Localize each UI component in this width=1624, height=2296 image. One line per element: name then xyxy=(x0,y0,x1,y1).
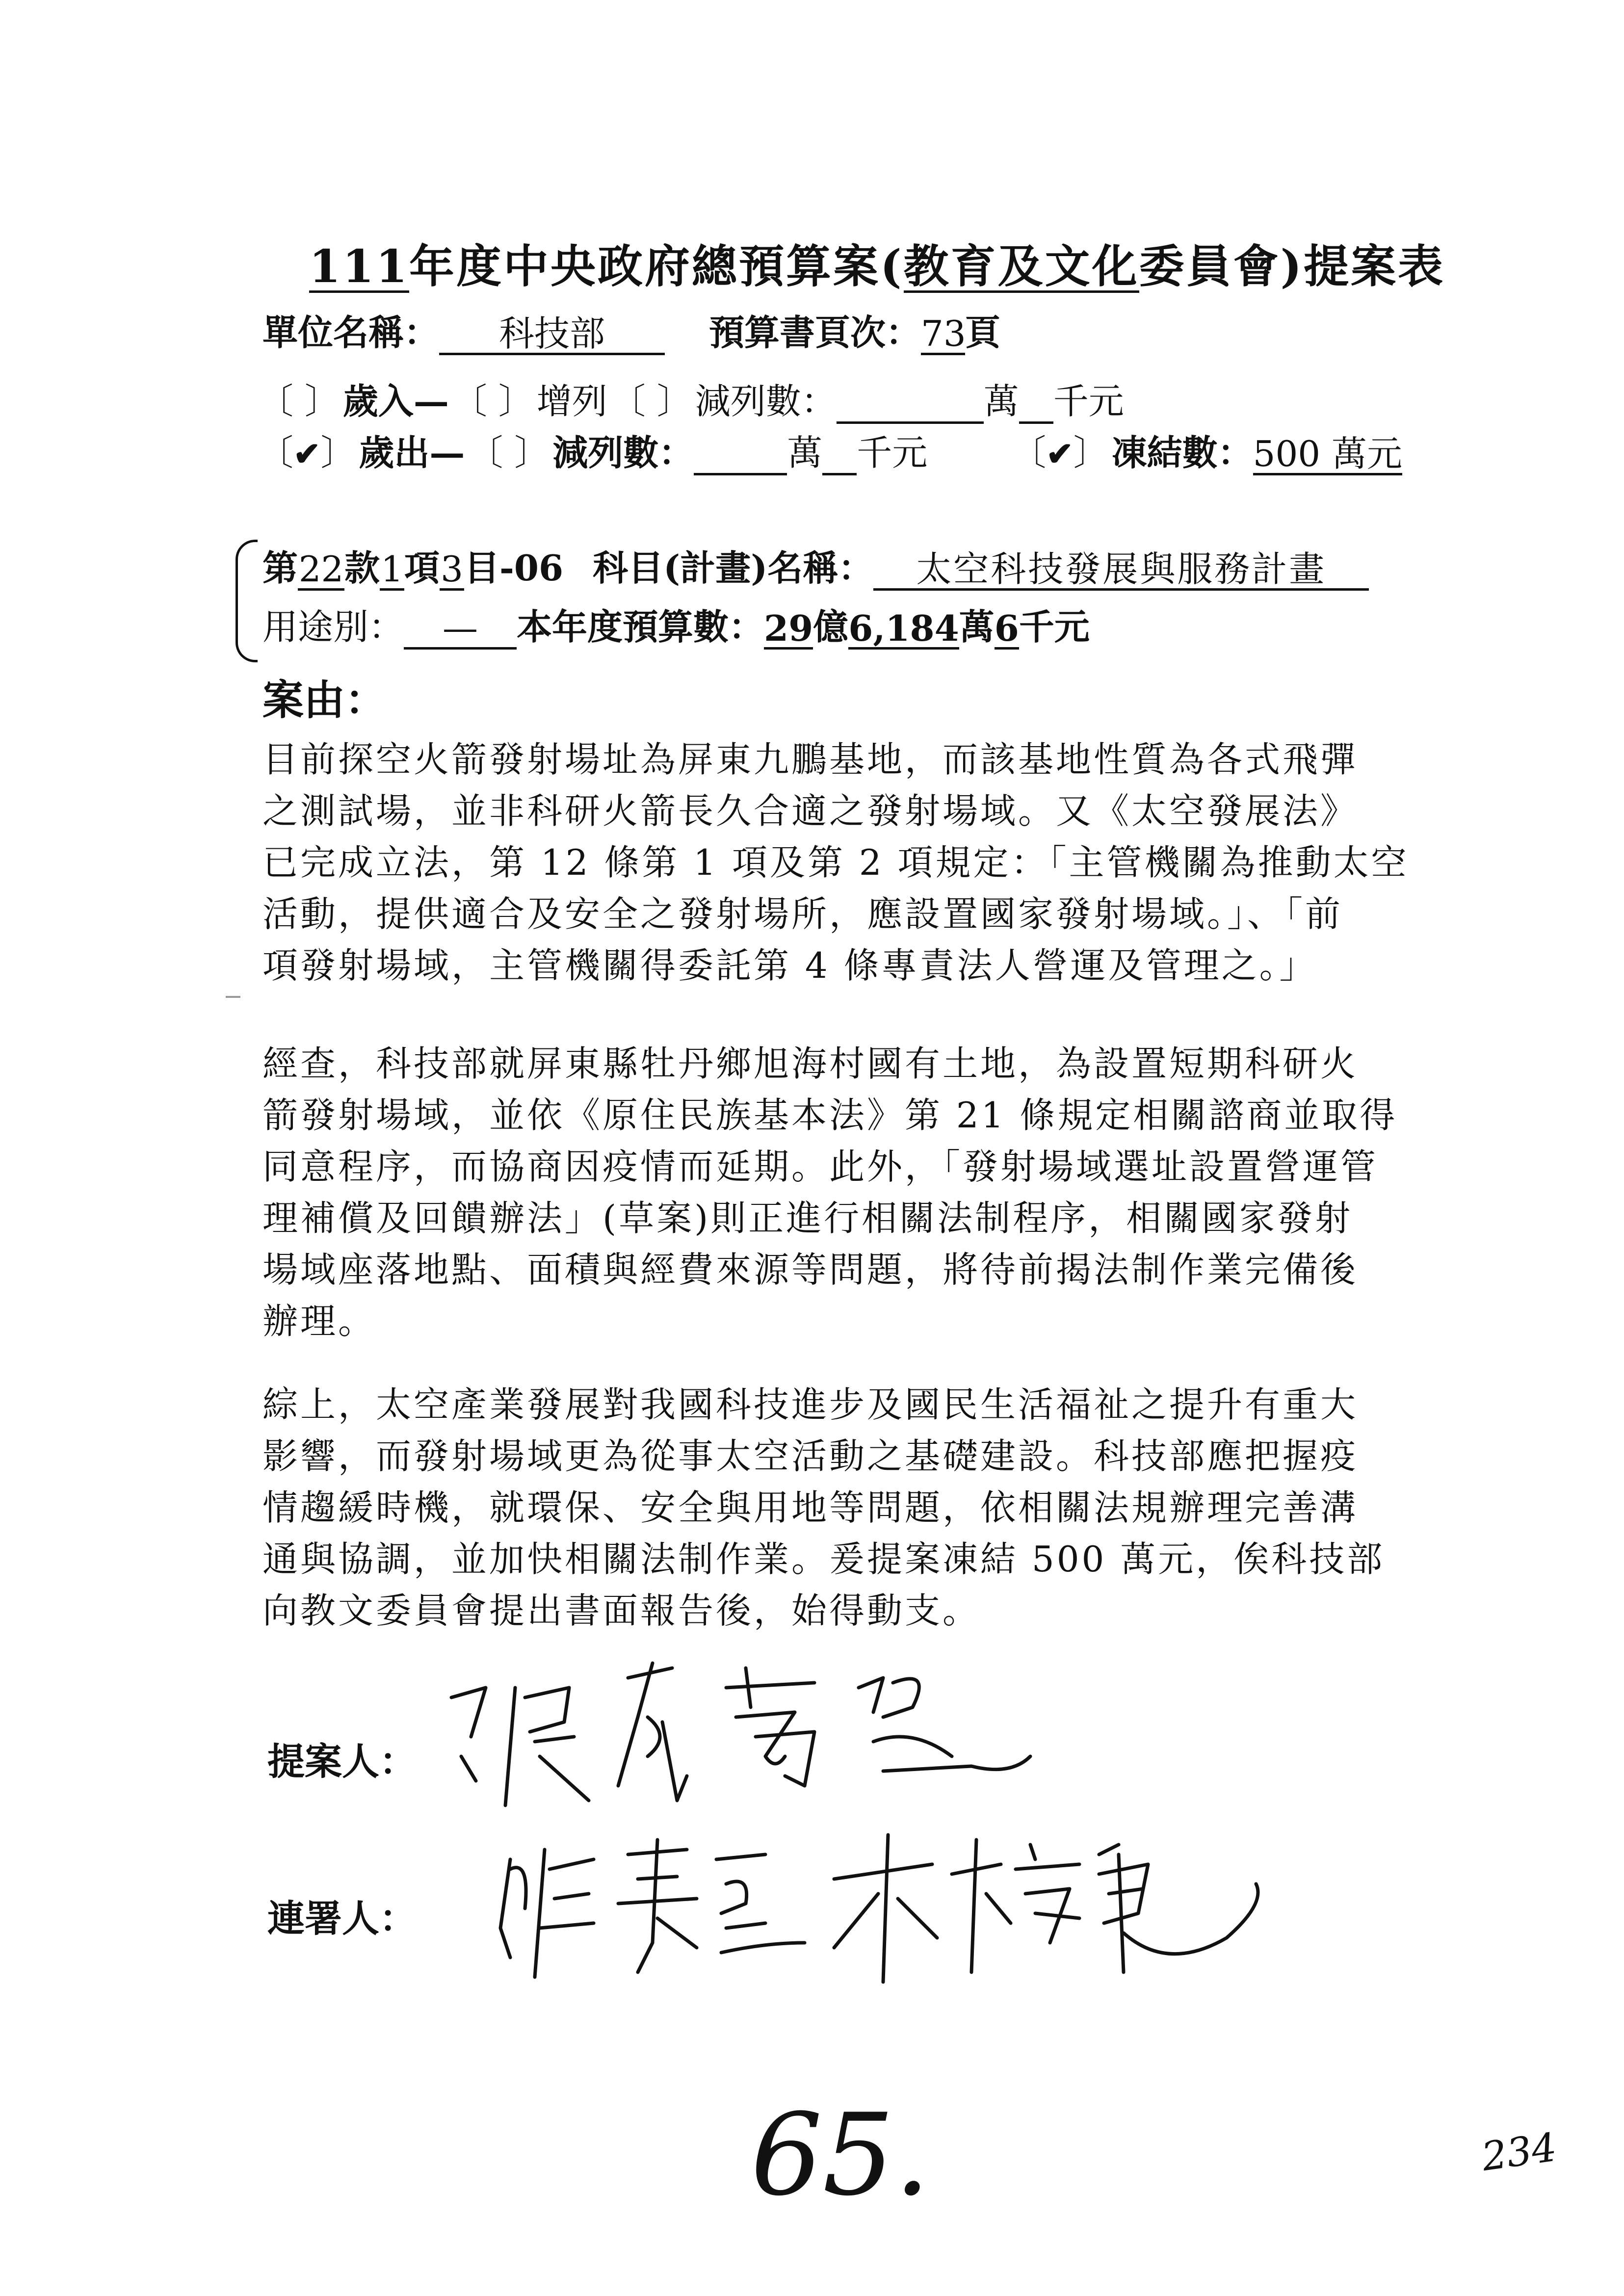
budget-wan: 6,184 xyxy=(848,607,959,650)
increase-checkbox[interactable]: 〔 〕 xyxy=(451,381,534,422)
freeze-checkbox[interactable]: 〔✔〕 xyxy=(1011,432,1109,473)
text-line: 目前探空火箭發射場址為屏東九鵬基地，而該基地性質為各式飛彈 xyxy=(262,739,1359,780)
reason-heading: 案由： xyxy=(262,676,387,724)
revenue-wan-blank xyxy=(837,421,984,424)
text-line: 影響，而發射場域更為從事太空活動之基礎建設。科技部應把握疫 xyxy=(262,1435,1359,1477)
usage-row xyxy=(262,599,1090,650)
expenditure-row xyxy=(255,424,1402,475)
text-line: 活動，提供適合及安全之發射場所，應設置國家發射場域。」、「前 xyxy=(262,893,1343,935)
increase-label: 增列 xyxy=(536,381,607,422)
subject-kuan-label: 款 xyxy=(344,547,380,589)
title-text: 年度中央政府總預算案( xyxy=(409,240,904,293)
revenue-qian-blank xyxy=(1019,421,1053,424)
subject-di: 第 xyxy=(262,547,298,589)
text-line: 辦理。 xyxy=(262,1301,376,1342)
text-line: 向教文委員會提出書面報告後，始得動支。 xyxy=(262,1590,981,1631)
subject-xiang-label: 項 xyxy=(404,547,440,589)
budget-label: 本年度預算數： xyxy=(517,606,764,648)
freeze-value: 500 萬元 xyxy=(1253,433,1402,475)
unit-label: 單位名稱： xyxy=(262,312,440,353)
subject-name-label: 科目(計畫)名稱： xyxy=(593,547,874,589)
text-line: 通與協調，並加快相關法制作業。爰提案凍結 500 萬元，俟科技部 xyxy=(262,1539,1385,1580)
text-line: 綜上，太空產業發展對我國科技進步及國民生活福祉之提升有重大 xyxy=(262,1384,1359,1425)
budget-wan-label: 萬 xyxy=(959,606,995,648)
text-line: 經查，科技部就屏東縣牡丹鄉旭海村國有土地，為設置短期科研火 xyxy=(262,1043,1359,1084)
cosigner-signature-2 xyxy=(824,1825,1315,1992)
document-title xyxy=(309,231,1445,295)
title-year: 111 xyxy=(309,240,410,293)
subject-row xyxy=(262,540,1369,591)
proposer-label: 提案人： xyxy=(267,1740,417,1783)
text-line: 理補償及回饋辦法」(草案)則正進行相關法制程序，相關國家發射 xyxy=(262,1198,1353,1239)
expenditure-wan-blank xyxy=(694,473,787,475)
usage-value: — xyxy=(404,610,517,650)
revenue-row xyxy=(255,373,1124,424)
text-line: 項發射場域，主管機關得委託第 4 條專責法人營運及管理之。」 xyxy=(262,945,1317,986)
subject-bracket xyxy=(236,540,258,662)
revenue-decrease-checkbox[interactable]: 〔 〕 xyxy=(610,381,692,422)
text-line: 同意程序，而協商因疫情而延期。此外，「發射場域選址設置營運管 xyxy=(262,1146,1379,1187)
revenue-checkbox[interactable]: 〔 〕 xyxy=(258,381,340,422)
expenditure-label: 歲出— xyxy=(359,432,465,473)
expenditure-qian-yuan: 千元 xyxy=(857,432,928,473)
subject-xiang: 1 xyxy=(380,551,404,591)
usage-label: 用途別： xyxy=(262,606,404,648)
check-icon: ✔ xyxy=(1046,435,1074,473)
page-label: 預算書頁次： xyxy=(709,312,921,353)
cosigners-label: 連署人： xyxy=(267,1897,417,1940)
expenditure-decrease-checkbox[interactable]: 〔 〕 xyxy=(468,432,550,473)
unit-row xyxy=(262,304,1000,355)
expenditure-decrease-label: 減列數： xyxy=(552,432,694,473)
revenue-wan: 萬 xyxy=(983,381,1019,422)
scan-mark xyxy=(226,996,240,998)
text-line: 之測試場，並非科研火箭長久合適之發射場域。又《太空發展法》 xyxy=(262,790,1359,832)
revenue-label: 歲入— xyxy=(342,380,449,422)
text-line: 情趨緩時機，就環保、安全與用地等問題，依相關法規辦理完善溝 xyxy=(262,1487,1359,1528)
revenue-qian-yuan: 千元 xyxy=(1053,381,1124,422)
expenditure-checkbox[interactable]: 〔✔〕 xyxy=(258,432,356,473)
title-suffix: 委員會)提案表 xyxy=(1139,240,1445,293)
unit-value: 科技部 xyxy=(439,315,665,355)
budget-yi: 29 xyxy=(764,607,813,650)
text-line: 已完成立法，第 12 條第 1 項及第 2 項規定：「主管機關為推動太空 xyxy=(262,842,1409,883)
expenditure-wan: 萬 xyxy=(787,432,823,473)
text-line: 箭發射場域，並依《原住民族基本法》第 21 條規定相關諮商並取得 xyxy=(262,1095,1398,1136)
budget-yi-label: 億 xyxy=(813,606,849,648)
proposer-signature xyxy=(442,1658,1079,1815)
subject-name-value: 太空科技發展與服務計畫 xyxy=(873,551,1369,591)
subject-mu-label: 目-06 xyxy=(464,547,564,589)
revenue-decrease-label: 減列數： xyxy=(695,381,837,422)
page-number: 234 xyxy=(1479,2124,1560,2180)
text-line: 場域座落地點、面積與經費來源等問題，將待前揭法制作業完備後 xyxy=(262,1249,1359,1290)
page-unit: 頁 xyxy=(965,312,1001,353)
check-icon: ✔ xyxy=(293,435,321,473)
freeze-label: 凍結數： xyxy=(1111,432,1253,473)
subject-mu: 3 xyxy=(440,551,464,591)
expenditure-qian-blank xyxy=(822,473,857,475)
budget-qian-label: 千元 xyxy=(1019,606,1090,648)
handwritten-number: 65. xyxy=(751,2090,930,2221)
budget-qian: 6 xyxy=(994,607,1019,650)
page-value: 73 xyxy=(921,313,966,355)
subject-kuan: 22 xyxy=(298,548,344,590)
title-committee: 教育及文化 xyxy=(903,240,1139,293)
